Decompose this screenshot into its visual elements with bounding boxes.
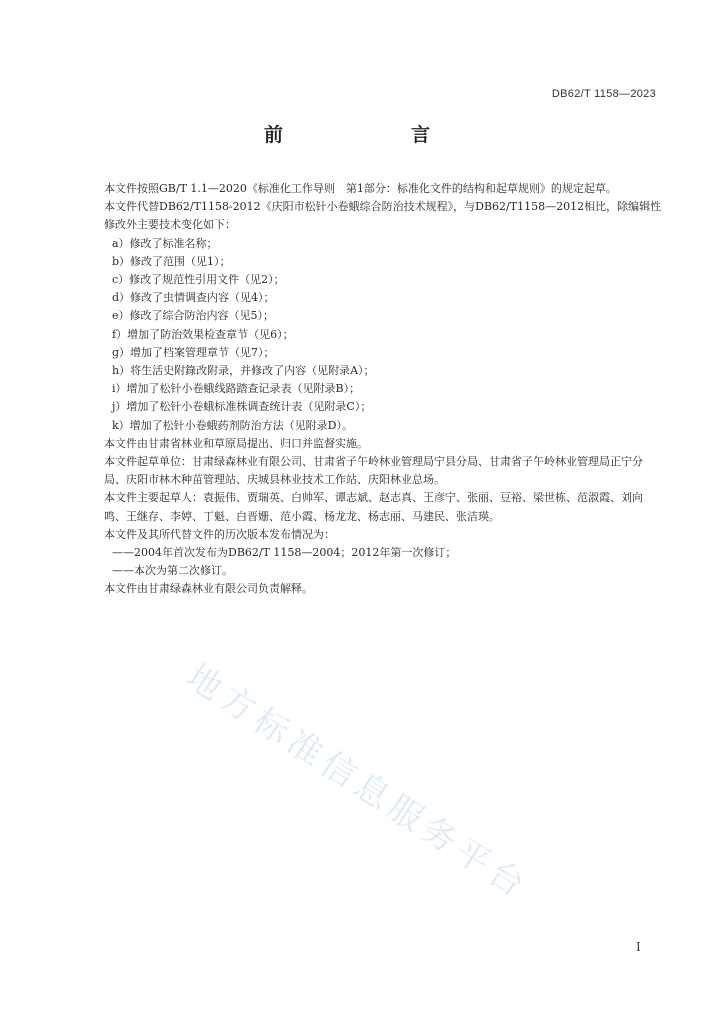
paragraph-history-intro: 本文件及其所代替文件的历次版本发布情况为：: [104, 527, 335, 541]
foreword-body: [104, 180, 664, 599]
list-item: a）修改了标准名称；: [112, 236, 218, 250]
changes-list: [104, 235, 664, 435]
list-item: e）修改了综合防治内容（见5）；: [112, 309, 275, 323]
list-item: f）增加了防治效果检查章节（见6）；: [112, 327, 294, 341]
paragraph-proposer: 本文件由甘肃省林业和草原局提出、归口并监督实施。: [104, 436, 368, 450]
paragraph-drafters: 本文件主要起草人：袁振伟、贾瑞英、白帅军、谭志斌、赵志真、王彦宁、张丽、豆裕、梁世栋、范淑霞、刘向鸣、王继存、李婷、丁魁、白晋姗、范小霞、杨龙龙、杨志丽、马建民、张洁瑛。: [104, 491, 643, 523]
watermark: 地方标准信息服务平台: [178, 656, 537, 909]
paragraph-replacement: 本文件代替DB62/T1158-2012《庆阳市松针小卷蛾综合防治技术规程》，与DB62/T1158—2012相比，除编辑性修改外主要技术变化如下：: [104, 200, 662, 232]
list-item: d）修改了虫情调查内容（见4）；: [112, 291, 275, 305]
list-item: k）增加了松针小卷蛾药剂防治方法（见附录D）。: [112, 418, 353, 432]
list-item: i）增加了松针小卷蛾线路踏查记录表（见附录B）；: [112, 382, 361, 396]
paragraph-drafting-rules: 本文件按照GB/T 1.1—2020《标准化工作导则 第1部分：标准化文件的结构和起草规则》的规定起草。: [104, 182, 617, 195]
history-item: ——2004年首次发布为DB62/T 1158—2004；2012年第一次修订；: [112, 546, 457, 560]
page-number: I: [636, 940, 641, 954]
history-item: ——本次为第二次修订。: [112, 564, 233, 578]
list-item: h）将生活史附錄改附录，并修改了内容（见附录A）；: [112, 364, 375, 378]
list-item: g）增加了档案管理章节（见7）；: [112, 345, 275, 359]
list-item: j）增加了松针小卷蛾标准株调查统计表（见附录C）；: [112, 400, 372, 414]
list-item: b）修改了范围（见1）；: [112, 254, 231, 268]
standard-code: DB62/T 1158—2023: [551, 88, 656, 100]
list-item: c）修改了规范性引用文件（见2）；: [112, 273, 285, 287]
page-title: 前 言: [263, 124, 460, 146]
paragraph-interpretation: 本文件由甘肃绿森林业有限公司负责解释。: [104, 582, 313, 596]
paragraph-drafting-units: 本文件起草单位：甘肃绿森林业有限公司、甘肃省子午岭林业管理局宁县分局、甘肃省子午岭林业管理局正宁分局、庆阳市林木种苗管理站、庆城县林业技术工作站、庆阳林业总场。: [104, 455, 643, 487]
